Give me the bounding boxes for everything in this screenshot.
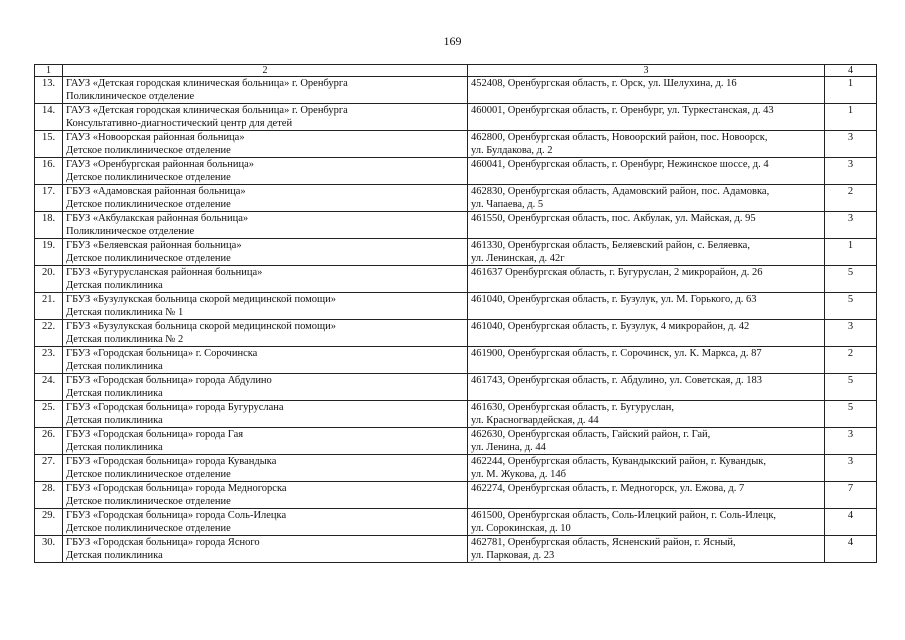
count-value: 5 (825, 293, 877, 320)
facility-name-cell (63, 158, 468, 185)
facility-department: Детская поликлиника (66, 361, 163, 372)
facilities-table (34, 64, 877, 563)
facility-name-cell (63, 320, 468, 347)
address-cell (468, 374, 825, 401)
row-number: 21. (35, 293, 63, 320)
facility-name: ГБУЗ «Бузулукская больница скорой медицинской помощи» (66, 321, 337, 332)
address-line-2: ул. Красногвардейская, д. 44 (471, 415, 599, 426)
facility-name-cell (63, 239, 468, 266)
count-value: 4 (825, 536, 877, 563)
address-cell (468, 536, 825, 563)
table-row (35, 131, 877, 158)
address-line-1: 461500, Оренбургская область, Соль-Илецкий район, г. Соль-Илецк, (471, 510, 777, 521)
row-number: 17. (35, 185, 63, 212)
row-number: 28. (35, 482, 63, 509)
address-line-1: 461040, Оренбургская область, г. Бузулук, 4 микрорайон, д. 42 (471, 321, 750, 332)
table-row (35, 401, 877, 428)
page-number: 169 (443, 34, 462, 48)
row-number: 23. (35, 347, 63, 374)
row-number: 19. (35, 239, 63, 266)
table-row (35, 239, 877, 266)
table-row (35, 455, 877, 482)
row-number: 25. (35, 401, 63, 428)
address-line-1: 461630, Оренбургская область, г. Бугуруслан, (471, 402, 674, 413)
facility-department: Поликлиническое отделение (66, 226, 195, 237)
row-number: 22. (35, 320, 63, 347)
table-row (35, 536, 877, 563)
facility-name: ГАУЗ «Новоорская районная больница» (66, 132, 245, 143)
facility-department: Консультативно-диагностический центр для детей (66, 118, 293, 129)
address-line-1: 461900, Оренбургская область, г. Сорочинск, ул. К. Маркса, д. 87 (471, 348, 762, 359)
facility-name-cell (63, 185, 468, 212)
facility-name: ГБУЗ «Бузулукская больница скорой медицинской помощи» (66, 294, 337, 305)
facility-name-cell (63, 293, 468, 320)
row-number: 20. (35, 266, 63, 293)
address-line-2: ул. Булдакова, д. 2 (471, 145, 553, 156)
facility-department: Детское поликлиническое отделение (66, 496, 231, 507)
address-cell (468, 104, 825, 131)
address-line-1: 462274, Оренбургская область, г. Медногорск, ул. Ежова, д. 7 (471, 483, 745, 494)
count-value: 7 (825, 482, 877, 509)
facility-department: Детская поликлиника № 1 (66, 307, 184, 318)
facility-name: ГБУЗ «Городская больница» города Абдулино (66, 375, 272, 386)
facility-name-cell (63, 455, 468, 482)
count-value: 3 (825, 320, 877, 347)
table-row (35, 212, 877, 239)
facility-department: Детская поликлиника (66, 442, 163, 453)
facility-name-cell (63, 347, 468, 374)
facility-department: Детское поликлиническое отделение (66, 523, 231, 534)
address-cell (468, 482, 825, 509)
table-row (35, 104, 877, 131)
address-line-1: 462800, Оренбургская область, Новоорский район, пос. Новоорск, (471, 132, 768, 143)
count-value: 5 (825, 374, 877, 401)
table-row (35, 482, 877, 509)
facility-name-cell (63, 374, 468, 401)
address-cell (468, 320, 825, 347)
column-header-3: 3 (468, 65, 825, 77)
facility-name-cell (63, 212, 468, 239)
count-value: 3 (825, 428, 877, 455)
address-line-1: 462244, Оренбургская область, Кувандыкский район, г. Кувандык, (471, 456, 766, 467)
address-line-2: ул. Сорокинская, д. 10 (471, 523, 571, 534)
address-line-2: ул. Ленинская, д. 42г (471, 253, 565, 264)
table-row (35, 185, 877, 212)
table-row (35, 374, 877, 401)
column-header-2: 2 (63, 65, 468, 77)
table-row (35, 428, 877, 455)
facility-name-cell (63, 428, 468, 455)
address-line-1: 452408, Оренбургская область, г. Орск, ул. Шелухина, д. 16 (471, 78, 737, 89)
count-value: 1 (825, 239, 877, 266)
facility-name-cell (63, 482, 468, 509)
table-row (35, 320, 877, 347)
count-value: 2 (825, 347, 877, 374)
facility-department: Детская поликлиника (66, 388, 163, 399)
facility-name: ГБУЗ «Городская больница» города Кувандыка (66, 456, 277, 467)
address-cell (468, 77, 825, 104)
row-number: 14. (35, 104, 63, 131)
column-header-4: 4 (825, 65, 877, 77)
address-cell (468, 509, 825, 536)
count-value: 3 (825, 455, 877, 482)
count-value: 3 (825, 158, 877, 185)
facility-name-cell (63, 401, 468, 428)
address-line-1: 461743, Оренбургская область, г. Абдулино, ул. Советская, д. 183 (471, 375, 762, 386)
address-cell (468, 131, 825, 158)
facility-name: ГАУЗ «Детская городская клиническая больница» г. Оренбурга (66, 78, 348, 89)
facility-name-cell (63, 536, 468, 563)
facility-department: Детская поликлиника (66, 550, 163, 561)
row-number: 26. (35, 428, 63, 455)
facility-name-cell (63, 131, 468, 158)
address-cell (468, 347, 825, 374)
address-line-1: 462630, Оренбургская область, Гайский район, г. Гай, (471, 429, 711, 440)
row-number: 24. (35, 374, 63, 401)
address-line-2: ул. Чапаева, д. 5 (471, 199, 544, 210)
address-line-1: 460001, Оренбургская область, г. Оренбург, ул. Туркестанская, д. 43 (471, 105, 774, 116)
count-value: 5 (825, 266, 877, 293)
facility-name: ГАУЗ «Детская городская клиническая больница» г. Оренбурга (66, 105, 348, 116)
facility-name: ГБУЗ «Городская больница» города Гая (66, 429, 244, 440)
facility-department: Детская поликлиника № 2 (66, 334, 184, 345)
facility-name: ГБУЗ «Адамовская районная больница» (66, 186, 246, 197)
table-row (35, 158, 877, 185)
facility-department: Детское поликлиническое отделение (66, 145, 231, 156)
address-cell (468, 455, 825, 482)
facility-department: Поликлиническое отделение (66, 91, 195, 102)
address-line-1: 460041, Оренбургская область, г. Оренбург, Нежинское шоссе, д. 4 (471, 159, 769, 170)
facility-department: Детское поликлиническое отделение (66, 172, 231, 183)
address-cell (468, 293, 825, 320)
address-cell (468, 212, 825, 239)
row-number: 16. (35, 158, 63, 185)
facility-department: Детское поликлиническое отделение (66, 253, 231, 264)
facility-name-cell (63, 104, 468, 131)
address-line-2: ул. Парковая, д. 23 (471, 550, 555, 561)
count-value: 1 (825, 104, 877, 131)
facility-name: ГБУЗ «Акбулакская районная больница» (66, 213, 249, 224)
address-cell (468, 185, 825, 212)
facility-name: ГБУЗ «Городская больница» города Ясного (66, 537, 260, 548)
count-value: 4 (825, 509, 877, 536)
row-number: 30. (35, 536, 63, 563)
address-line-1: 462781, Оренбургская область, Ясненский район, г. Ясный, (471, 537, 736, 548)
row-number: 18. (35, 212, 63, 239)
facility-name: ГБУЗ «Городская больница» г. Сорочинска (66, 348, 258, 359)
row-number: 27. (35, 455, 63, 482)
address-line-2: ул. М. Жукова, д. 14б (471, 469, 566, 480)
facility-name-cell (63, 266, 468, 293)
address-line-1: 461040, Оренбургская область, г. Бузулук, ул. М. Горького, д. 63 (471, 294, 757, 305)
table-row (35, 347, 877, 374)
count-value: 3 (825, 212, 877, 239)
address-cell (468, 401, 825, 428)
count-value: 1 (825, 77, 877, 104)
facility-name: ГБУЗ «Бугурусланская районная больница» (66, 267, 263, 278)
row-number: 15. (35, 131, 63, 158)
facility-name-cell (63, 509, 468, 536)
facility-name: ГБУЗ «Городская больница» города Соль-Илецка (66, 510, 287, 521)
address-line-1: 462830, Оренбургская область, Адамовский район, пос. Адамовка, (471, 186, 770, 197)
address-cell (468, 266, 825, 293)
row-number: 29. (35, 509, 63, 536)
facility-name: ГБУЗ «Городская больница» города Бугуруслана (66, 402, 284, 413)
table-row (35, 293, 877, 320)
facility-name: ГАУЗ «Оренбургская районная больница» (66, 159, 254, 170)
row-number: 13. (35, 77, 63, 104)
table-row (35, 266, 877, 293)
table-row (35, 509, 877, 536)
facility-department: Детская поликлиника (66, 280, 163, 291)
count-value: 5 (825, 401, 877, 428)
facility-name-cell (63, 77, 468, 104)
column-header-row (35, 65, 877, 77)
address-cell (468, 428, 825, 455)
table-row (35, 77, 877, 104)
facility-department: Детское поликлиническое отделение (66, 199, 231, 210)
count-value: 2 (825, 185, 877, 212)
facility-department: Детское поликлиническое отделение (66, 469, 231, 480)
count-value: 3 (825, 131, 877, 158)
facility-name: ГБУЗ «Городская больница» города Медногорска (66, 483, 287, 494)
column-header-1: 1 (35, 65, 63, 77)
address-line-1: 461330, Оренбургская область, Беляевский район, с. Беляевка, (471, 240, 750, 251)
address-line-2: ул. Ленина, д. 44 (471, 442, 546, 453)
facility-name: ГБУЗ «Беляевская районная больница» (66, 240, 242, 251)
address-line-1: 461550, Оренбургская область, пос. Акбулак, ул. Майская, д. 95 (471, 213, 756, 224)
address-cell (468, 239, 825, 266)
facility-department: Детская поликлиника (66, 415, 163, 426)
address-line-1: 461637 Оренбургская область, г. Бугуруслан, 2 микрорайон, д. 26 (471, 267, 763, 278)
address-cell (468, 158, 825, 185)
